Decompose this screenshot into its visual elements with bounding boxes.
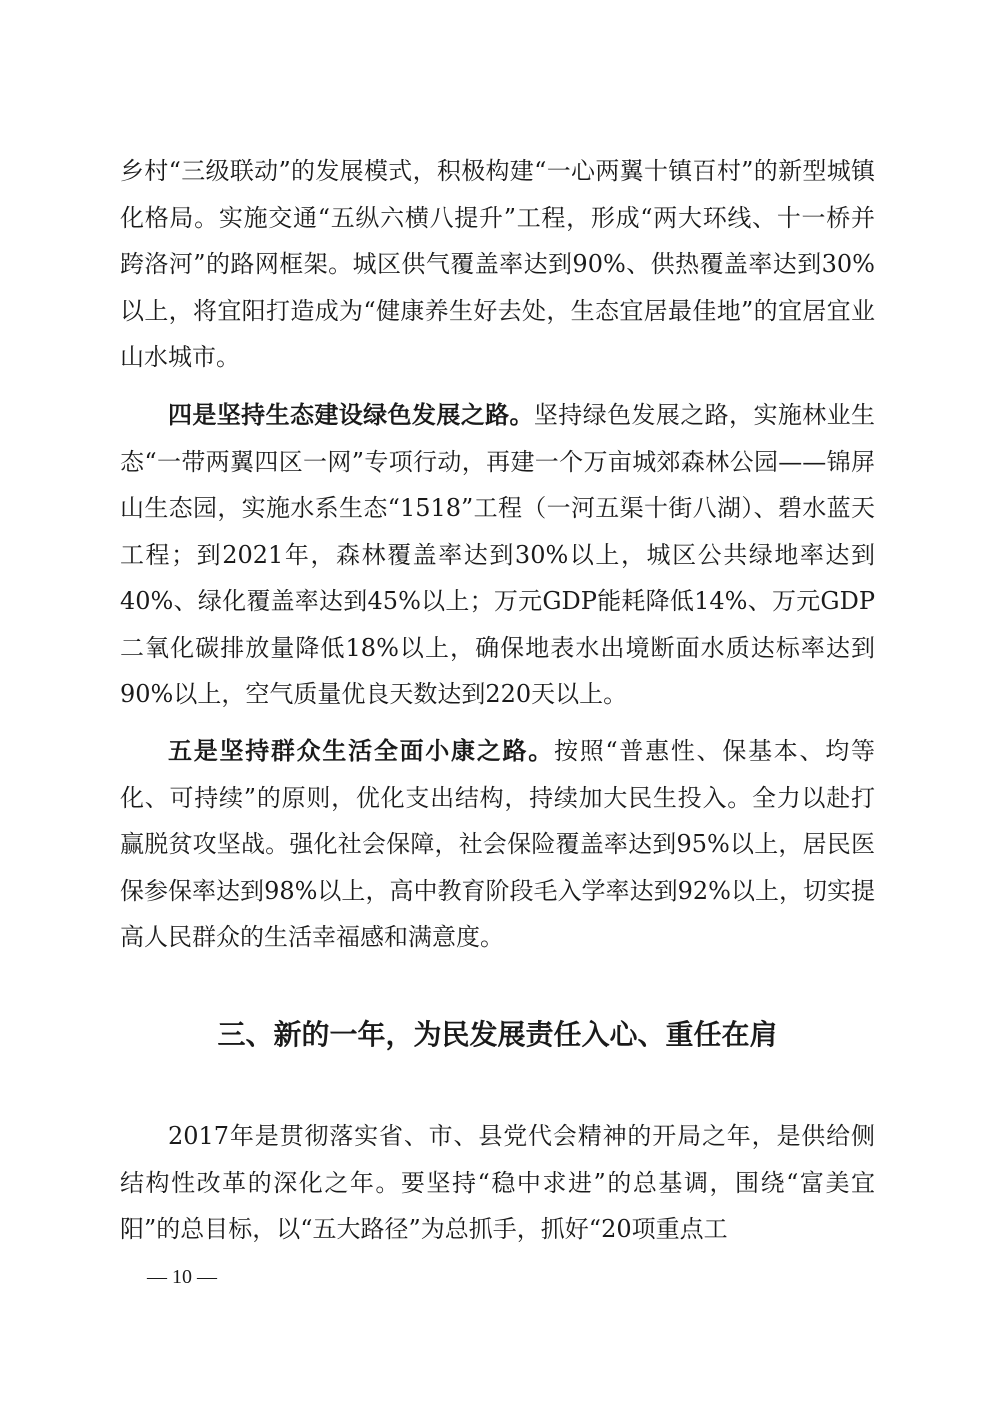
paragraph-lead: 四是坚持生态建设绿色发展之路。 bbox=[168, 400, 534, 429]
paragraph-text: 乡村“三级联动”的发展模式，积极构建“一心两翼十镇百村”的新型城镇化格局。实施交通“五纵六横八提升”工程，形成“两大环线、十一桥并跨洛河”的路网框架。城区供气覆盖率达到90%、供热覆盖率达到30%以上，将宜阳打造成为“健康养生好去处，生态宜居最佳地”的宜居宜业山水城市。 bbox=[120, 157, 875, 371]
paragraph-text: 按照“普惠性、保基本、均等化、可持续”的原则，优化支出结构，持续加大民生投入。全力以赴打赢脱贫攻坚战。强化社会保障，社会保险覆盖率达到95%以上，居民医保参保率达到98%以上，高中教育阶段毛入学率达到92%以上，切实提高人民群众的生活幸福感和满意度。 bbox=[120, 737, 876, 951]
paragraph-ecology bbox=[120, 392, 875, 718]
page-number: — 10 — bbox=[147, 1266, 217, 1288]
paragraph-text: 坚持绿色发展之路，实施林业生态“一带两翼四区一网”专项行动，再建一个万亩城郊森林公园——锦屏山生态园，实施水系生态“1518”工程（一河五渠十街八湖）、碧水蓝天工程；到2021年，森林覆盖率达到30%以上，城区公共绿地率达到40%、绿化覆盖率达到45%以上；万元GDP能耗降低14%、万元GDP二氧化碳排放量降低18%以上，确保地表水出境断面水质达标率达到90%以上，空气质量优良天数达到220天以上。 bbox=[120, 401, 876, 708]
section-heading: 三、新的一年，为民发展责任入心、重任在肩 bbox=[217, 1018, 778, 1051]
paragraph-wellbeing bbox=[120, 728, 875, 961]
paragraph-2017-plan: 2017年是贯彻落实省、市、县党代会精神的开局之年，是供给侧结构性改革的深化之年。要坚持“稳中求进”的总基调，围绕“富美宜阳”的总目标，以“五大路径”为总抓手，抓好“20项重点工 bbox=[120, 1122, 875, 1243]
paragraph-urban-development bbox=[120, 148, 875, 381]
paragraph-lead: 五是坚持群众生活全面小康之路。 bbox=[168, 736, 554, 765]
